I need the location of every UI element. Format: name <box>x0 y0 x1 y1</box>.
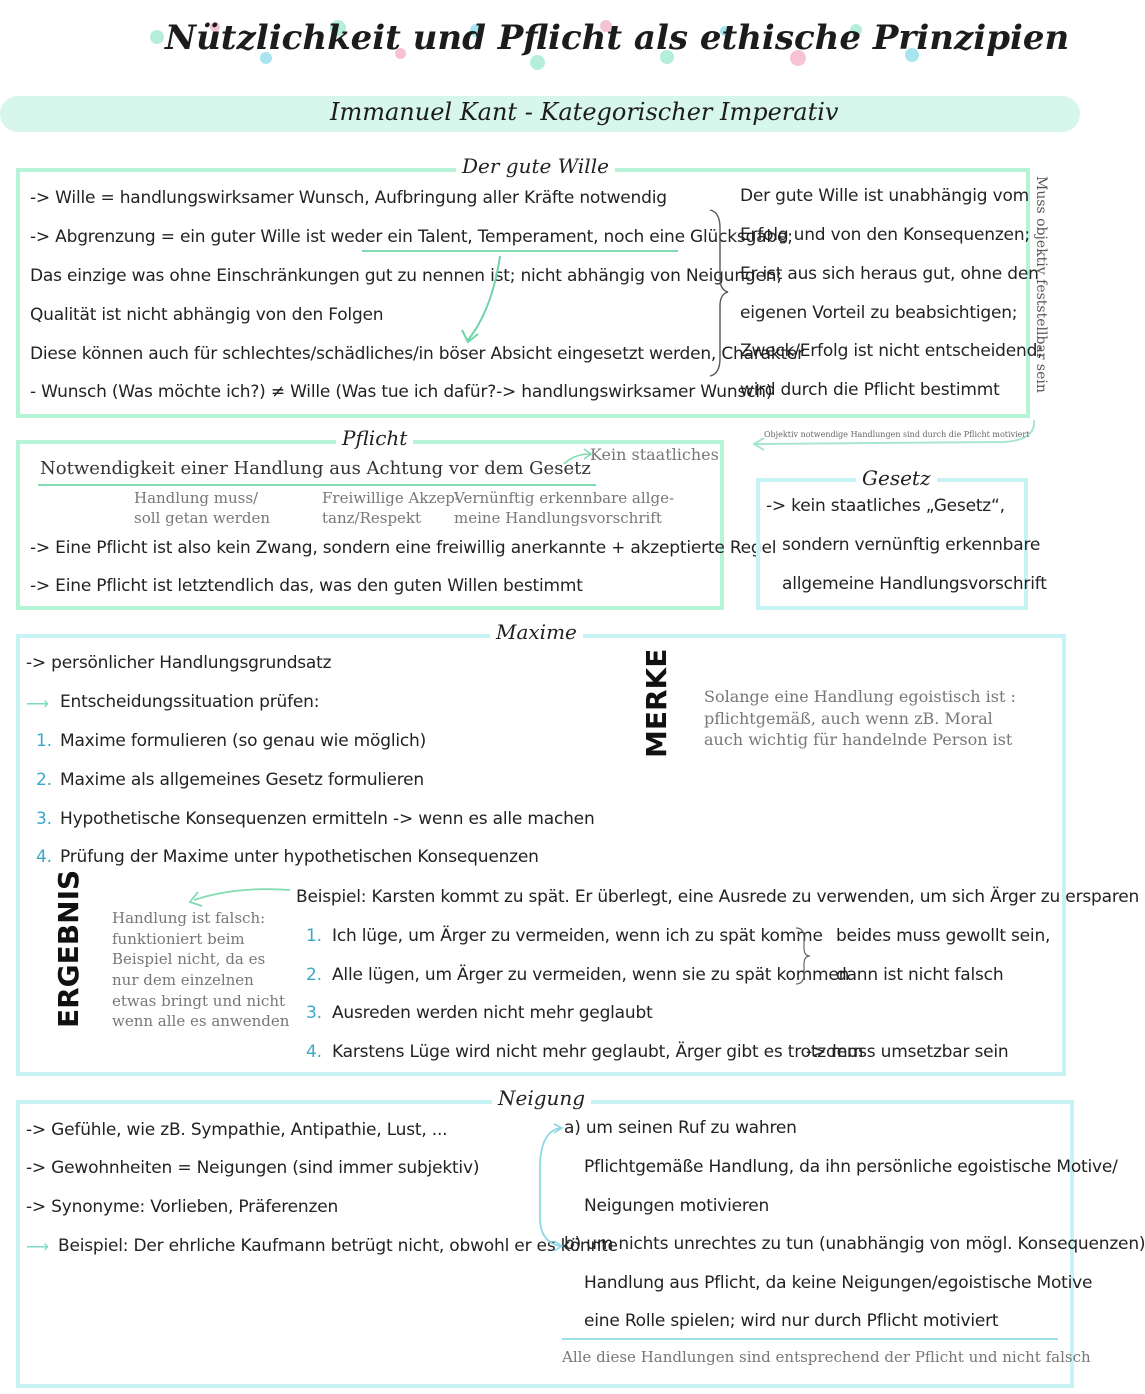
maxime-step-2: Maxime als allgemeines Gesetz formulieren <box>60 770 424 790</box>
pflicht-line-2: -> Eine Pflicht ist letztendlich das, was den guten Willen bestimmt <box>30 576 583 596</box>
gesetz-line-1: -> kein staatliches „Gesetz“, <box>766 496 1005 516</box>
ergebnis-label: ERGEBNIS <box>52 869 85 1028</box>
merke-text: Solange eine Handlung egoistisch ist : pflichtgemäß, auch wenn zB. Moral auch wichtig für handelnde Person ist <box>704 687 1016 750</box>
pflicht-heading: Pflicht <box>336 426 413 450</box>
gw-right-3: Er ist aus sich heraus gut, ohne den <box>740 264 1039 284</box>
neigung-a-head: a) um seinen Ruf zu wahren <box>564 1118 797 1138</box>
ex-step-3: Ausreden werden nicht mehr geglaubt <box>332 1003 653 1023</box>
gw-arrow <box>440 250 520 350</box>
pflicht-sub-2: Freiwillige Akzep- tanz/Respekt <box>322 489 460 528</box>
neigung-footer: Alle diese Handlungen sind entsprechend der Pflicht und nicht falsch <box>562 1348 1091 1366</box>
neigung-b-2: eine Rolle spielen; wird nur durch Pflicht motiviert <box>584 1311 999 1331</box>
gw-line-4: Qualität ist nicht abhängig von den Folgen <box>30 305 384 325</box>
maxime-step-1: Maxime formulieren (so genau wie möglich) <box>60 731 427 751</box>
pflicht-kein-staatliches: Kein staatliches <box>590 445 719 464</box>
neigung-heading: Neigung <box>492 1086 591 1110</box>
maxime-step-4: Prüfung der Maxime unter hypothetischen Konsequenzen <box>60 847 539 867</box>
ex-step-1: Ich lüge, um Ärger zu vermeiden, wenn ich zu spät komme <box>332 926 823 946</box>
gw-line-3: Das einzige was ohne Einschränkungen gut zu nennen ist; nicht abhängig von Neigungen; <box>30 266 782 286</box>
gw-right-4: eigenen Vorteil zu beabsichtigen; <box>740 303 1018 323</box>
ex-step-2: Alle lügen, um Ärger zu vermeiden, wenn sie zu spät kommen <box>332 965 850 985</box>
ex-step-2-num: 2. <box>306 965 322 985</box>
pflicht-line-1: -> Eine Pflicht ist also kein Zwang, sondern eine freiwillig anerkannte + akzeptierte Regel <box>30 538 777 558</box>
gw-line-1: -> Wille = handlungswirksamer Wunsch, Aufbringung aller Kräfte notwendig <box>30 188 667 208</box>
maxime-step-1-num: 1. <box>36 731 52 751</box>
neigung-a-2: Neigungen motivieren <box>584 1196 770 1216</box>
pflicht-def-underline <box>38 484 596 486</box>
merke-label: MERKE <box>640 648 673 758</box>
beispiel-line: Beispiel: Karsten kommt zu spät. Er überlegt, eine Ausrede zu verwenden, um sich Ärger zu ersparen <box>296 887 1140 907</box>
gw-right-5: Zweck/Erfolg ist nicht entscheidend; <box>740 341 1043 361</box>
gw-right-1: Der gute Wille ist unabhängig vom <box>740 186 1030 206</box>
neigung-left-1: -> Gefühle, wie zB. Sympathie, Antipathie, Lust, ... <box>26 1120 448 1140</box>
page-title: Nützlichkeit und Pflicht als ethische Prinzipien <box>165 18 1070 58</box>
gw-side-note: Muss objektiv feststellbar sein <box>1033 176 1049 393</box>
ex-right-3: -> muss umsetzbar sein <box>806 1042 1009 1062</box>
ex-right-2: dann ist nicht falsch <box>836 965 1004 985</box>
guter-wille-heading: Der gute Wille <box>456 154 615 178</box>
pflicht-definition: Notwendigkeit einer Handlung aus Achtung vor dem Gesetz <box>40 458 591 479</box>
maxime-line-2: Entscheidungssituation prüfen: <box>60 692 320 712</box>
gw-line-2: -> Abgrenzung = ein guter Wille ist weder ein Talent, Temperament, noch eine Glücksgabe; <box>30 227 793 247</box>
maxime-arrow-icon: ⟶ <box>26 696 49 713</box>
neigung-b-head: b) um nichts unrechtes zu tun (unabhängig von mögl. Konsequenzen) <box>564 1234 1145 1254</box>
neigung-left-3: -> Synonyme: Vorlieben, Präferenzen <box>26 1197 339 1217</box>
gw-right-2: Erfolg und von den Konsequenzen; <box>740 225 1030 245</box>
gw-right-6: wird durch die Pflicht bestimmt <box>740 380 1000 400</box>
ex-step-4-num: 4. <box>306 1042 322 1062</box>
gesetz-heading: Gesetz <box>856 466 937 490</box>
gesetz-line-3: allgemeine Handlungsvorschrift <box>782 574 1047 594</box>
maxime-line-1: -> persönlicher Handlungsgrundsatz <box>26 653 332 673</box>
neigung-footer-line <box>562 1338 1058 1340</box>
gw-line-5: Diese können auch für schlechtes/schädliches/in böser Absicht eingesetzt werden, Charakter <box>30 344 804 364</box>
neigung-b-1: Handlung aus Pflicht, da keine Neigungen/egoistische Motive <box>584 1273 1093 1293</box>
maxime-step-4-num: 4. <box>36 847 52 867</box>
gw-small-note: Objektiv notwendige Handlungen sind durch die Pflicht motiviert <box>764 430 1030 439</box>
maxime-step-3-num: 3. <box>36 809 52 829</box>
gw-underline <box>362 250 678 252</box>
neigung-left-2: -> Gewohnheiten = Neigungen (sind immer subjektiv) <box>26 1158 480 1178</box>
ex-right-1: beides muss gewollt sein, <box>836 926 1051 946</box>
ex-step-3-num: 3. <box>306 1003 322 1023</box>
ergebnis-text: Handlung ist falsch: funktioniert beim Beispiel nicht, da es nur dem einzelnen etwas bringt und nicht wenn alle es anwenden <box>112 909 290 1031</box>
ex-step-1-num: 1. <box>306 926 322 946</box>
neigung-beispiel: Beispiel: Der ehrliche Kaufmann betrügt nicht, obwohl er es könnte <box>58 1236 618 1256</box>
maxime-step-2-num: 2. <box>36 770 52 790</box>
gesetz-line-2: sondern vernünftig erkennbare <box>782 535 1041 555</box>
gw-line-6: - Wunsch (Was möchte ich?) ≠ Wille (Was tue ich dafür?-> handlungswirksamer Wunsch) <box>30 382 773 402</box>
ex-step-4: Karstens Lüge wird nicht mehr geglaubt, Ärger gibt es trotzdem <box>332 1042 864 1062</box>
neigung-arrow-icon: ⟶ <box>26 1239 49 1256</box>
pflicht-sub-3: Vernünftig erkennbare allge- meine Handlungsvorschrift <box>454 489 675 528</box>
subtitle: Immanuel Kant - Kategorischer Imperativ <box>330 98 839 126</box>
maxime-step-3: Hypothetische Konsequenzen ermitteln -> wenn es alle machen <box>60 809 595 829</box>
pflicht-sub-1: Handlung muss/ soll getan werden <box>134 489 270 528</box>
neigung-a-1: Pflichtgemäße Handlung, da ihn persönliche egoistische Motive/ <box>584 1157 1118 1177</box>
maxime-heading: Maxime <box>490 620 583 644</box>
gw-brace <box>706 208 730 378</box>
ex-brace <box>794 926 814 986</box>
